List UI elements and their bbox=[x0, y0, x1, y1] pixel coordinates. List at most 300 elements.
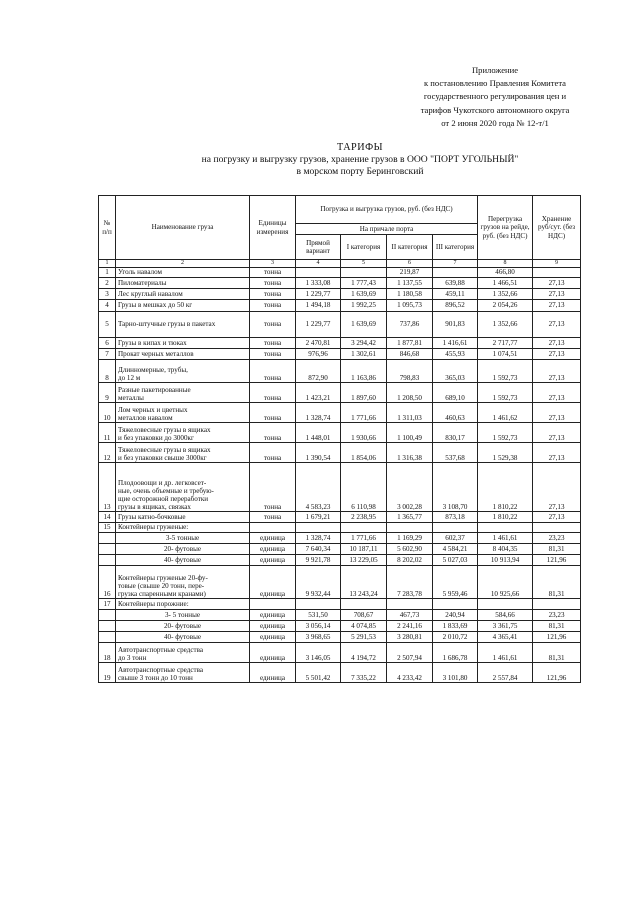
price-cat3: 896,52 bbox=[433, 300, 478, 312]
table-row bbox=[99, 443, 581, 463]
cargo-name-line: Тяжеловесные грузы в ящиках bbox=[118, 445, 211, 454]
unit-cell: тонна bbox=[250, 463, 296, 512]
unit-cell: единица bbox=[250, 643, 296, 663]
cargo-name-line: до 3 тонн bbox=[118, 653, 147, 662]
table-row bbox=[99, 512, 581, 523]
price-cat1 bbox=[341, 523, 387, 533]
price-cat3: 901,83 bbox=[433, 312, 478, 338]
cargo-name-line: Лом черных и цветных bbox=[118, 405, 188, 414]
price-cat1: 1 639,69 bbox=[341, 289, 387, 300]
unit-cell: тонна bbox=[250, 278, 296, 289]
row-number bbox=[99, 610, 116, 621]
unit-cell: тонна bbox=[250, 403, 296, 423]
price-storage: 27,13 bbox=[533, 338, 581, 349]
row-number: 8 bbox=[99, 360, 116, 383]
row-number: 18 bbox=[99, 643, 116, 663]
row-number bbox=[99, 533, 116, 544]
row-number: 3 bbox=[99, 289, 116, 300]
price-cat3 bbox=[433, 599, 478, 610]
appendix-line: к постановлению Правления Комитета bbox=[423, 78, 566, 89]
cargo-name: Пиломатериалы bbox=[116, 278, 250, 289]
price-direct: 531,50 bbox=[296, 610, 341, 621]
column-number: 8 bbox=[478, 260, 533, 268]
row-number bbox=[99, 544, 116, 555]
price-cat1: 1 992,25 bbox=[341, 300, 387, 312]
cargo-name-line: товые (свыше 20 тонн, пере- bbox=[118, 581, 205, 590]
price-storage: 27,13 bbox=[533, 349, 581, 360]
unit-cell bbox=[250, 523, 296, 533]
unit-cell: тонна bbox=[250, 312, 296, 338]
column-number: 5 bbox=[341, 260, 387, 268]
table-row bbox=[99, 312, 581, 338]
price-cat3: 455,93 bbox=[433, 349, 478, 360]
price-reload: 1 592,73 bbox=[478, 360, 533, 383]
row-number: 2 bbox=[99, 278, 116, 289]
table-row bbox=[99, 663, 581, 683]
unit-cell: тонна bbox=[250, 512, 296, 523]
column-number: 2 bbox=[116, 260, 250, 268]
price-cat1: 1 771,66 bbox=[341, 403, 387, 423]
price-reload: 2 717,77 bbox=[478, 338, 533, 349]
header-storage: Хранение руб/сут. (без НДС) bbox=[533, 196, 581, 260]
price-reload: 1 074,51 bbox=[478, 349, 533, 360]
price-cat3: 1 416,61 bbox=[433, 338, 478, 349]
price-direct: 3 968,65 bbox=[296, 632, 341, 643]
header-loading-group: Погрузка и выгрузка грузов, руб. (без НДС) bbox=[296, 196, 478, 224]
price-storage: 27,13 bbox=[533, 312, 581, 338]
table-row bbox=[99, 338, 581, 349]
row-number bbox=[99, 621, 116, 632]
row-number: 9 bbox=[99, 383, 116, 403]
price-reload: 2 557,84 bbox=[478, 663, 533, 683]
price-direct: 5 501,42 bbox=[296, 663, 341, 683]
price-cat3: 1 686,78 bbox=[433, 643, 478, 663]
price-cat3: 639,88 bbox=[433, 278, 478, 289]
price-direct: 4 583,23 bbox=[296, 463, 341, 512]
cargo-name bbox=[116, 423, 250, 443]
table-row bbox=[99, 533, 581, 544]
cargo-name: Грузы катно-бочковые bbox=[116, 512, 250, 523]
table-row bbox=[99, 643, 581, 663]
price-cat1: 13 243,24 bbox=[341, 566, 387, 599]
table-row bbox=[99, 278, 581, 289]
unit-cell: единица bbox=[250, 555, 296, 566]
price-reload: 4 365,41 bbox=[478, 632, 533, 643]
price-cat3: 1 833,69 bbox=[433, 621, 478, 632]
table-row bbox=[99, 403, 581, 423]
cargo-name-line: Контейнеры груженые 20-фу- bbox=[118, 573, 208, 582]
price-storage: 121,96 bbox=[533, 663, 581, 683]
price-storage: 27,13 bbox=[533, 512, 581, 523]
tariffs-table bbox=[98, 195, 581, 683]
header-reload: Перегрузка грузов на рейде, руб. (без НДС) bbox=[478, 196, 533, 260]
table-row bbox=[99, 555, 581, 566]
header-name: Наименование груза bbox=[116, 196, 250, 260]
row-number bbox=[99, 555, 116, 566]
cargo-name-line: металлы bbox=[118, 393, 144, 402]
price-direct: 7 640,34 bbox=[296, 544, 341, 555]
price-storage: 23,23 bbox=[533, 610, 581, 621]
cargo-name-line: Автотранспортные средства bbox=[118, 645, 203, 654]
cargo-name bbox=[116, 403, 250, 423]
price-direct: 1 390,54 bbox=[296, 443, 341, 463]
price-cat2: 1 100,49 bbox=[387, 423, 433, 443]
price-cat3 bbox=[433, 523, 478, 533]
cargo-name: Контейнеры порожние: bbox=[116, 599, 250, 610]
price-cat2: 8 202,02 bbox=[387, 555, 433, 566]
column-number: 6 bbox=[387, 260, 433, 268]
price-storage: 27,13 bbox=[533, 403, 581, 423]
price-cat1: 1 854,06 bbox=[341, 443, 387, 463]
price-storage bbox=[533, 268, 581, 278]
price-reload: 2 054,26 bbox=[478, 300, 533, 312]
price-reload: 1 810,22 bbox=[478, 512, 533, 523]
price-cat2 bbox=[387, 599, 433, 610]
price-cat3: 602,37 bbox=[433, 533, 478, 544]
cargo-name bbox=[116, 643, 250, 663]
unit-cell: тонна bbox=[250, 360, 296, 383]
unit-cell: тонна bbox=[250, 289, 296, 300]
price-cat2: 7 283,78 bbox=[387, 566, 433, 599]
price-cat1: 6 110,98 bbox=[341, 463, 387, 512]
price-reload: 1 810,22 bbox=[478, 463, 533, 512]
cargo-name: Лес круглый навалом bbox=[116, 289, 250, 300]
price-cat1: 1 777,43 bbox=[341, 278, 387, 289]
row-number: 19 bbox=[99, 663, 116, 683]
price-cat1: 1 163,86 bbox=[341, 360, 387, 383]
price-cat1: 1 930,66 bbox=[341, 423, 387, 443]
column-number: 7 bbox=[433, 260, 478, 268]
price-cat2 bbox=[387, 523, 433, 533]
cargo-name: Прокат черных металлов bbox=[116, 349, 250, 360]
price-direct: 3 146,05 bbox=[296, 643, 341, 663]
cargo-name: 3-5 тонные bbox=[116, 533, 250, 544]
table-row bbox=[99, 423, 581, 443]
unit-cell: единица bbox=[250, 533, 296, 544]
price-storage: 27,13 bbox=[533, 289, 581, 300]
price-direct: 2 470,81 bbox=[296, 338, 341, 349]
price-direct bbox=[296, 599, 341, 610]
price-cat2: 2 241,16 bbox=[387, 621, 433, 632]
price-direct: 1 229,77 bbox=[296, 312, 341, 338]
price-storage: 27,13 bbox=[533, 463, 581, 512]
price-reload: 1 529,38 bbox=[478, 443, 533, 463]
row-number: 12 bbox=[99, 443, 116, 463]
price-cat1: 7 335,22 bbox=[341, 663, 387, 683]
unit-cell: единица bbox=[250, 663, 296, 683]
cargo-name-line: Длинномерные, трубы, bbox=[118, 365, 188, 374]
table-body bbox=[99, 268, 581, 683]
price-cat2: 1 365,77 bbox=[387, 512, 433, 523]
table-row bbox=[99, 268, 581, 278]
price-cat3: 3 108,70 bbox=[433, 463, 478, 512]
unit-cell: тонна bbox=[250, 349, 296, 360]
price-cat2: 5 602,90 bbox=[387, 544, 433, 555]
price-cat3: 459,11 bbox=[433, 289, 478, 300]
price-storage bbox=[533, 523, 581, 533]
price-direct: 872,90 bbox=[296, 360, 341, 383]
cargo-name-line: грузка спаренными кранами) bbox=[118, 589, 206, 598]
cargo-name-line: и без упаковки свыше 3000кг bbox=[118, 453, 207, 462]
row-number: 15 bbox=[99, 523, 116, 533]
price-cat2: 467,73 bbox=[387, 610, 433, 621]
price-cat1: 1 897,60 bbox=[341, 383, 387, 403]
price-direct: 1 333,08 bbox=[296, 278, 341, 289]
price-storage: 27,13 bbox=[533, 278, 581, 289]
cargo-name: Тарно-штучные грузы в пакетах bbox=[116, 312, 250, 338]
row-number: 17 bbox=[99, 599, 116, 610]
row-number: 13 bbox=[99, 463, 116, 512]
price-storage: 121,96 bbox=[533, 555, 581, 566]
price-cat2: 2 507,94 bbox=[387, 643, 433, 663]
price-cat2: 846,68 bbox=[387, 349, 433, 360]
unit-cell: тонна bbox=[250, 268, 296, 278]
price-storage: 81,31 bbox=[533, 566, 581, 599]
table-row bbox=[99, 632, 581, 643]
cargo-name: Контейнеры груженые: bbox=[116, 523, 250, 533]
price-cat2: 3 280,81 bbox=[387, 632, 433, 643]
cargo-name: 20- футовые bbox=[116, 544, 250, 555]
appendix-block bbox=[380, 64, 610, 130]
price-cat2: 1 316,38 bbox=[387, 443, 433, 463]
price-cat3: 460,63 bbox=[433, 403, 478, 423]
row-number: 16 bbox=[99, 566, 116, 599]
cargo-name bbox=[116, 383, 250, 403]
header-unit: Единицы измерения bbox=[250, 196, 296, 260]
price-cat2: 1 180,58 bbox=[387, 289, 433, 300]
cargo-name-line: металлов навалом bbox=[118, 413, 173, 422]
price-cat1: 3 294,42 bbox=[341, 338, 387, 349]
table-row bbox=[99, 599, 581, 610]
appendix-line: Приложение bbox=[471, 65, 519, 75]
price-storage: 27,13 bbox=[533, 423, 581, 443]
appendix-line: от 2 июня 2020 года № 12-т/1 bbox=[441, 117, 549, 128]
price-storage: 121,96 bbox=[533, 632, 581, 643]
price-cat1: 2 238,95 bbox=[341, 512, 387, 523]
price-cat3: 5 027,03 bbox=[433, 555, 478, 566]
table-row bbox=[99, 621, 581, 632]
price-reload: 8 404,35 bbox=[478, 544, 533, 555]
price-direct: 1 679,21 bbox=[296, 512, 341, 523]
price-storage: 27,13 bbox=[533, 360, 581, 383]
price-reload: 1 461,62 bbox=[478, 403, 533, 423]
price-reload: 1 466,51 bbox=[478, 278, 533, 289]
price-cat2: 1 169,29 bbox=[387, 533, 433, 544]
price-cat3: 2 010,72 bbox=[433, 632, 478, 643]
price-reload: 3 361,75 bbox=[478, 621, 533, 632]
row-number: 1 bbox=[99, 268, 116, 278]
table-row bbox=[99, 610, 581, 621]
table-row bbox=[99, 349, 581, 360]
price-storage: 23,23 bbox=[533, 533, 581, 544]
price-cat3: 537,68 bbox=[433, 443, 478, 463]
row-number: 7 bbox=[99, 349, 116, 360]
cargo-name: Грузы в кипах и тюках bbox=[116, 338, 250, 349]
cargo-name bbox=[116, 663, 250, 683]
price-cat3: 830,17 bbox=[433, 423, 478, 443]
unit-cell: тонна bbox=[250, 383, 296, 403]
unit-cell: единица bbox=[250, 544, 296, 555]
cargo-name: Уголь навалом bbox=[116, 268, 250, 278]
price-reload: 1 592,73 bbox=[478, 423, 533, 443]
price-cat1: 4 194,72 bbox=[341, 643, 387, 663]
title-location: в морском порту Беринговский bbox=[296, 166, 424, 177]
cargo-name bbox=[116, 360, 250, 383]
price-direct: 1 328,74 bbox=[296, 533, 341, 544]
title-main: ТАРИФЫ bbox=[336, 142, 384, 153]
table-row bbox=[99, 360, 581, 383]
price-direct bbox=[296, 523, 341, 533]
price-cat1: 5 291,53 bbox=[341, 632, 387, 643]
price-cat2: 737,86 bbox=[387, 312, 433, 338]
cargo-name: 40- футовые bbox=[116, 555, 250, 566]
price-cat3: 4 584,21 bbox=[433, 544, 478, 555]
cargo-name: 20- футовые bbox=[116, 621, 250, 632]
price-cat1: 1 302,61 bbox=[341, 349, 387, 360]
header-berth: На причале порта bbox=[296, 224, 478, 235]
price-cat3: 240,94 bbox=[433, 610, 478, 621]
price-direct bbox=[296, 268, 341, 278]
price-storage: 27,13 bbox=[533, 383, 581, 403]
cargo-name bbox=[116, 443, 250, 463]
cargo-name-line: Автотранспортные средства bbox=[118, 665, 203, 674]
header-direct: Прямой вариант bbox=[296, 235, 341, 260]
column-number: 4 bbox=[296, 260, 341, 268]
unit-cell: тонна bbox=[250, 443, 296, 463]
row-number: 10 bbox=[99, 403, 116, 423]
unit-cell: единица bbox=[250, 632, 296, 643]
price-storage: 27,13 bbox=[533, 443, 581, 463]
row-number: 4 bbox=[99, 300, 116, 312]
row-number: 5 bbox=[99, 312, 116, 338]
price-storage bbox=[533, 599, 581, 610]
column-number: 1 bbox=[99, 260, 116, 268]
unit-cell: тонна bbox=[250, 300, 296, 312]
column-number-row bbox=[99, 260, 581, 268]
price-cat1: 1 639,69 bbox=[341, 312, 387, 338]
table-row bbox=[99, 383, 581, 403]
cargo-name-line: Тяжеловесные грузы в ящиках bbox=[118, 425, 211, 434]
price-direct: 1 229,77 bbox=[296, 289, 341, 300]
price-cat2: 798,83 bbox=[387, 360, 433, 383]
price-direct: 1 423,21 bbox=[296, 383, 341, 403]
column-number: 9 bbox=[533, 260, 581, 268]
title-subtitle: на погрузку и выгрузку грузов, хранение грузов в ООО "ПОРТ УГОЛЬНЫЙ" bbox=[201, 154, 519, 165]
cargo-name-line: Разные пакетированные bbox=[118, 385, 191, 394]
unit-cell: тонна bbox=[250, 338, 296, 349]
price-reload: 584,66 bbox=[478, 610, 533, 621]
column-number: 3 bbox=[250, 260, 296, 268]
price-cat2: 4 233,42 bbox=[387, 663, 433, 683]
cargo-name bbox=[116, 566, 250, 599]
row-number: 11 bbox=[99, 423, 116, 443]
appendix-line: государственного регулирования цен и bbox=[423, 91, 567, 102]
cargo-name: 3- 5 тонные bbox=[116, 610, 250, 621]
price-reload: 1 592,73 bbox=[478, 383, 533, 403]
price-reload: 10 913,94 bbox=[478, 555, 533, 566]
price-storage: 81,31 bbox=[533, 643, 581, 663]
table-row bbox=[99, 523, 581, 533]
price-direct: 9 932,44 bbox=[296, 566, 341, 599]
cargo-name: Грузы в мешках до 50 кг bbox=[116, 300, 250, 312]
document-title bbox=[100, 142, 620, 178]
price-cat3: 873,18 bbox=[433, 512, 478, 523]
appendix-line: тарифов Чукотского автономного округа bbox=[420, 104, 570, 115]
price-storage: 81,31 bbox=[533, 544, 581, 555]
price-cat3: 365,03 bbox=[433, 360, 478, 383]
price-cat2: 3 002,28 bbox=[387, 463, 433, 512]
price-reload: 1 352,66 bbox=[478, 289, 533, 300]
cargo-name-line: и без упаковки до 3000кг bbox=[118, 433, 194, 442]
table-row bbox=[99, 300, 581, 312]
cargo-name-line: щие осторожной переработки bbox=[118, 494, 209, 503]
price-reload: 1 352,66 bbox=[478, 312, 533, 338]
cargo-name-line: свыше 3 тонн до 10 тонн bbox=[118, 673, 193, 682]
table-row bbox=[99, 544, 581, 555]
price-direct: 3 056,14 bbox=[296, 621, 341, 632]
cargo-name bbox=[116, 463, 250, 512]
unit-cell: тонна bbox=[250, 423, 296, 443]
price-storage: 81,31 bbox=[533, 621, 581, 632]
price-reload: 1 461,61 bbox=[478, 533, 533, 544]
price-cat3: 689,10 bbox=[433, 383, 478, 403]
price-direct: 976,96 bbox=[296, 349, 341, 360]
price-reload: 1 461,61 bbox=[478, 643, 533, 663]
price-cat1: 10 187,11 bbox=[341, 544, 387, 555]
price-reload: 466,80 bbox=[478, 268, 533, 278]
cargo-name: 40- футовые bbox=[116, 632, 250, 643]
price-direct: 9 921,78 bbox=[296, 555, 341, 566]
cargo-name-line: до 12 м bbox=[118, 373, 141, 382]
header-cat1: I категория bbox=[341, 235, 387, 260]
unit-cell: единица bbox=[250, 621, 296, 632]
price-cat2: 1 877,81 bbox=[387, 338, 433, 349]
unit-cell bbox=[250, 599, 296, 610]
row-number: 6 bbox=[99, 338, 116, 349]
price-cat3: 5 959,46 bbox=[433, 566, 478, 599]
table-row bbox=[99, 289, 581, 300]
header-num: № п/п bbox=[99, 196, 116, 260]
price-reload bbox=[478, 523, 533, 533]
price-direct: 1 494,18 bbox=[296, 300, 341, 312]
cargo-name-line: ные, очень объемные и требую- bbox=[118, 486, 214, 495]
cargo-name-line: Плодоовощи и др. легковсет- bbox=[118, 478, 207, 487]
price-cat3 bbox=[433, 268, 478, 278]
price-cat2: 1 311,03 bbox=[387, 403, 433, 423]
cargo-name-line: грузы в ящиках, связках bbox=[118, 502, 191, 511]
price-cat2: 1 095,73 bbox=[387, 300, 433, 312]
table-row bbox=[99, 463, 581, 512]
price-cat2: 1 208,50 bbox=[387, 383, 433, 403]
table-row bbox=[99, 566, 581, 599]
unit-cell: единица bbox=[250, 566, 296, 599]
unit-cell: единица bbox=[250, 610, 296, 621]
row-number bbox=[99, 632, 116, 643]
row-number: 14 bbox=[99, 512, 116, 523]
price-cat1: 13 229,05 bbox=[341, 555, 387, 566]
price-storage: 27,13 bbox=[533, 300, 581, 312]
price-cat1 bbox=[341, 599, 387, 610]
header-cat2: II категория bbox=[387, 235, 433, 260]
price-cat1: 4 074,85 bbox=[341, 621, 387, 632]
price-cat1: 1 771,66 bbox=[341, 533, 387, 544]
price-cat2: 219,87 bbox=[387, 268, 433, 278]
price-direct: 1 448,01 bbox=[296, 423, 341, 443]
price-direct: 1 328,74 bbox=[296, 403, 341, 423]
price-cat1 bbox=[341, 268, 387, 278]
header-cat3: III категория bbox=[433, 235, 478, 260]
price-cat2: 1 137,55 bbox=[387, 278, 433, 289]
